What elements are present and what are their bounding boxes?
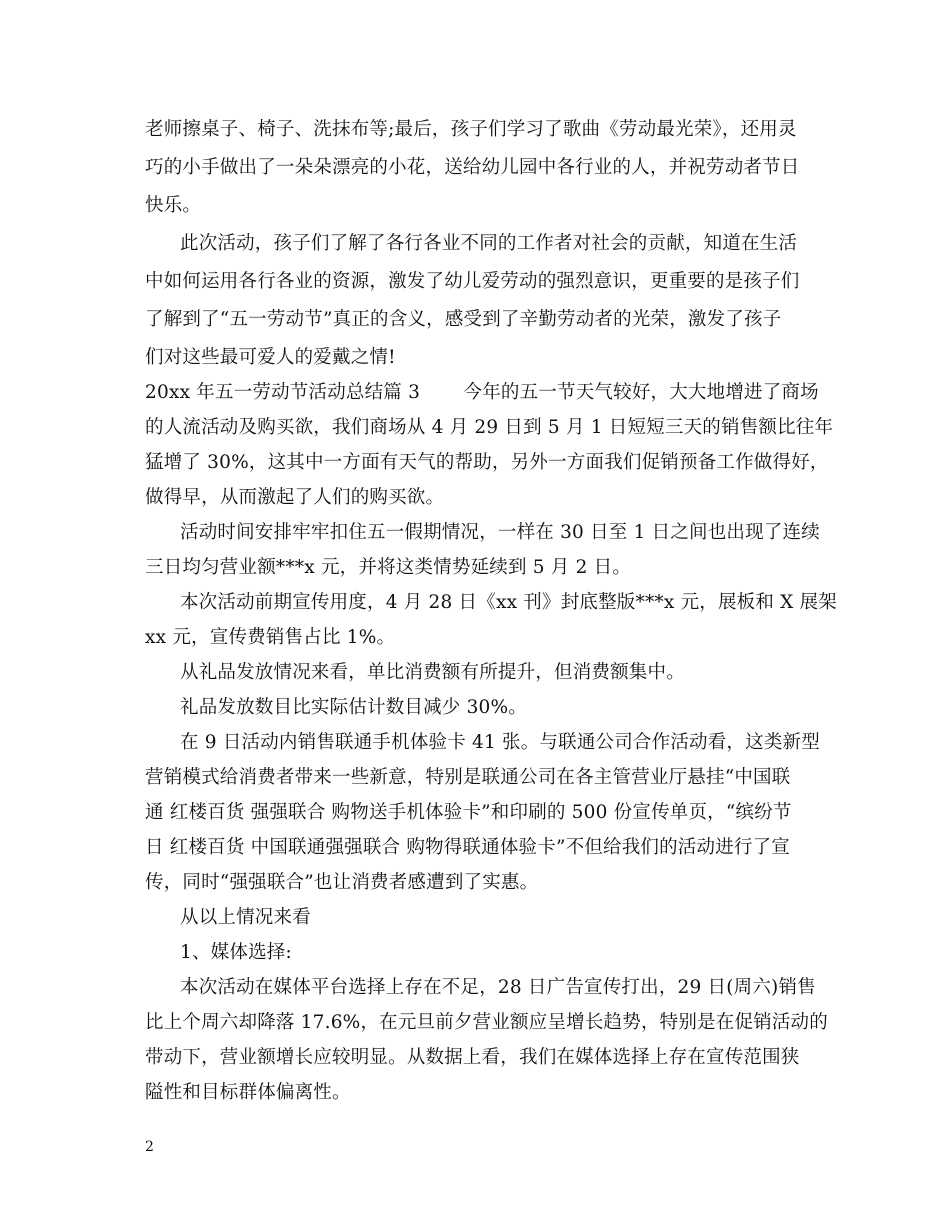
text-line: 中如何运用各行各业的资源，激发了幼儿爱劳动的强烈意识，更重要的是孩子们 [145, 271, 800, 292]
text-line: 在 9 日活动内销售联通手机体验卡 41 张。与联通公司合作活动看，这类新型 [180, 732, 820, 753]
text-line: 老师擦桌子、椅子、洗抹布等;最后，孩子们学习了歌曲《劳动最光荣》，还用灵 [145, 119, 797, 140]
text-line: 通 红楼百货 强强联合 购物送手机体验卡”和印刷的 500 份宣传单页，“缤纷节 [145, 802, 792, 823]
text-line: 日 红楼百货 中国联通强强联合 购物得联通体验卡”不但给我们的活动进行了宣 [145, 837, 791, 858]
text-line: 巧的小手做出了一朵朵漂亮的小花，送给幼儿园中各行业的人，并祝劳动者节日 [145, 157, 800, 178]
text-line: 快乐。 [145, 195, 202, 216]
text-line: 们对这些最可爱人的爱戴之情! [145, 347, 396, 368]
text-line: 本次活动在媒体平台选择上存在不足，28 日广告宣传打出，29 日(周六)销售 [180, 977, 816, 998]
text-line: 三日均匀营业额***x 元，并将这类情势延续到 5 月 2 日。 [145, 557, 632, 578]
text-line: xx 元，宣传费销售占比 1%。 [145, 627, 396, 648]
text-line: 营销模式给消费者带来一些新意，特别是联通公司在各主管营业厅悬挂“中国联 [145, 767, 791, 788]
text-line: 传，同时“强强联合”也让消费者感遭到了实惠。 [145, 872, 539, 893]
text-line: 带动下，营业额增长应较明显。从数据上看，我们在媒体选择上存在宣传范围狭 [145, 1047, 800, 1068]
text-line: 活动时间安排牢牢扣住五一假期情况，一样在 30 日至 1 日之间也出现了连续 [180, 522, 820, 543]
list-heading: 1、媒体选择: [180, 942, 292, 963]
text-line: 从礼品发放情况来看，单比消费额有所提升，但消费额集中。 [180, 662, 685, 683]
text-line: 做得早，从而激起了人们的购买欲。 [145, 487, 445, 508]
text-line: 猛增了 30%，这其中一方面有天气的帮助，另外一方面我们促销预备工作做得好， [145, 452, 829, 473]
page-number: 2 [145, 1139, 154, 1155]
text-line: 了解到了“五一劳动节”真正的含义，感受到了辛勤劳动者的光荣，激发了孩子 [145, 309, 782, 330]
text-line: 本次活动前期宣传用度，4 月 28 日《xx 刊》封底整版***x 元，展板和 X 展架 [180, 592, 837, 613]
text-line: 隘性和目标群体偏离性。 [145, 1082, 351, 1103]
text-line: 此次活动，孩子们了解了各行各业不同的工作者对社会的贡献，知道在生活 [180, 233, 798, 254]
section-heading-line: 20xx 年五一劳动节活动总结篇 3 今年的五一节天气较好，大大地增进了商场 [145, 382, 819, 403]
text-line: 从以上情况来看 [180, 907, 311, 928]
text-line: 礼品发放数目比实际估计数目减少 30%。 [180, 697, 528, 718]
text-line: 比上个周六却降落 17.6%，在元旦前夕营业额应呈增长趋势，特别是在促销活动的 [145, 1012, 828, 1033]
text-line: 的人流活动及购买欲，我们商场从 4 月 29 日到 5 月 1 日短短三天的销售额比往年 [145, 417, 834, 438]
